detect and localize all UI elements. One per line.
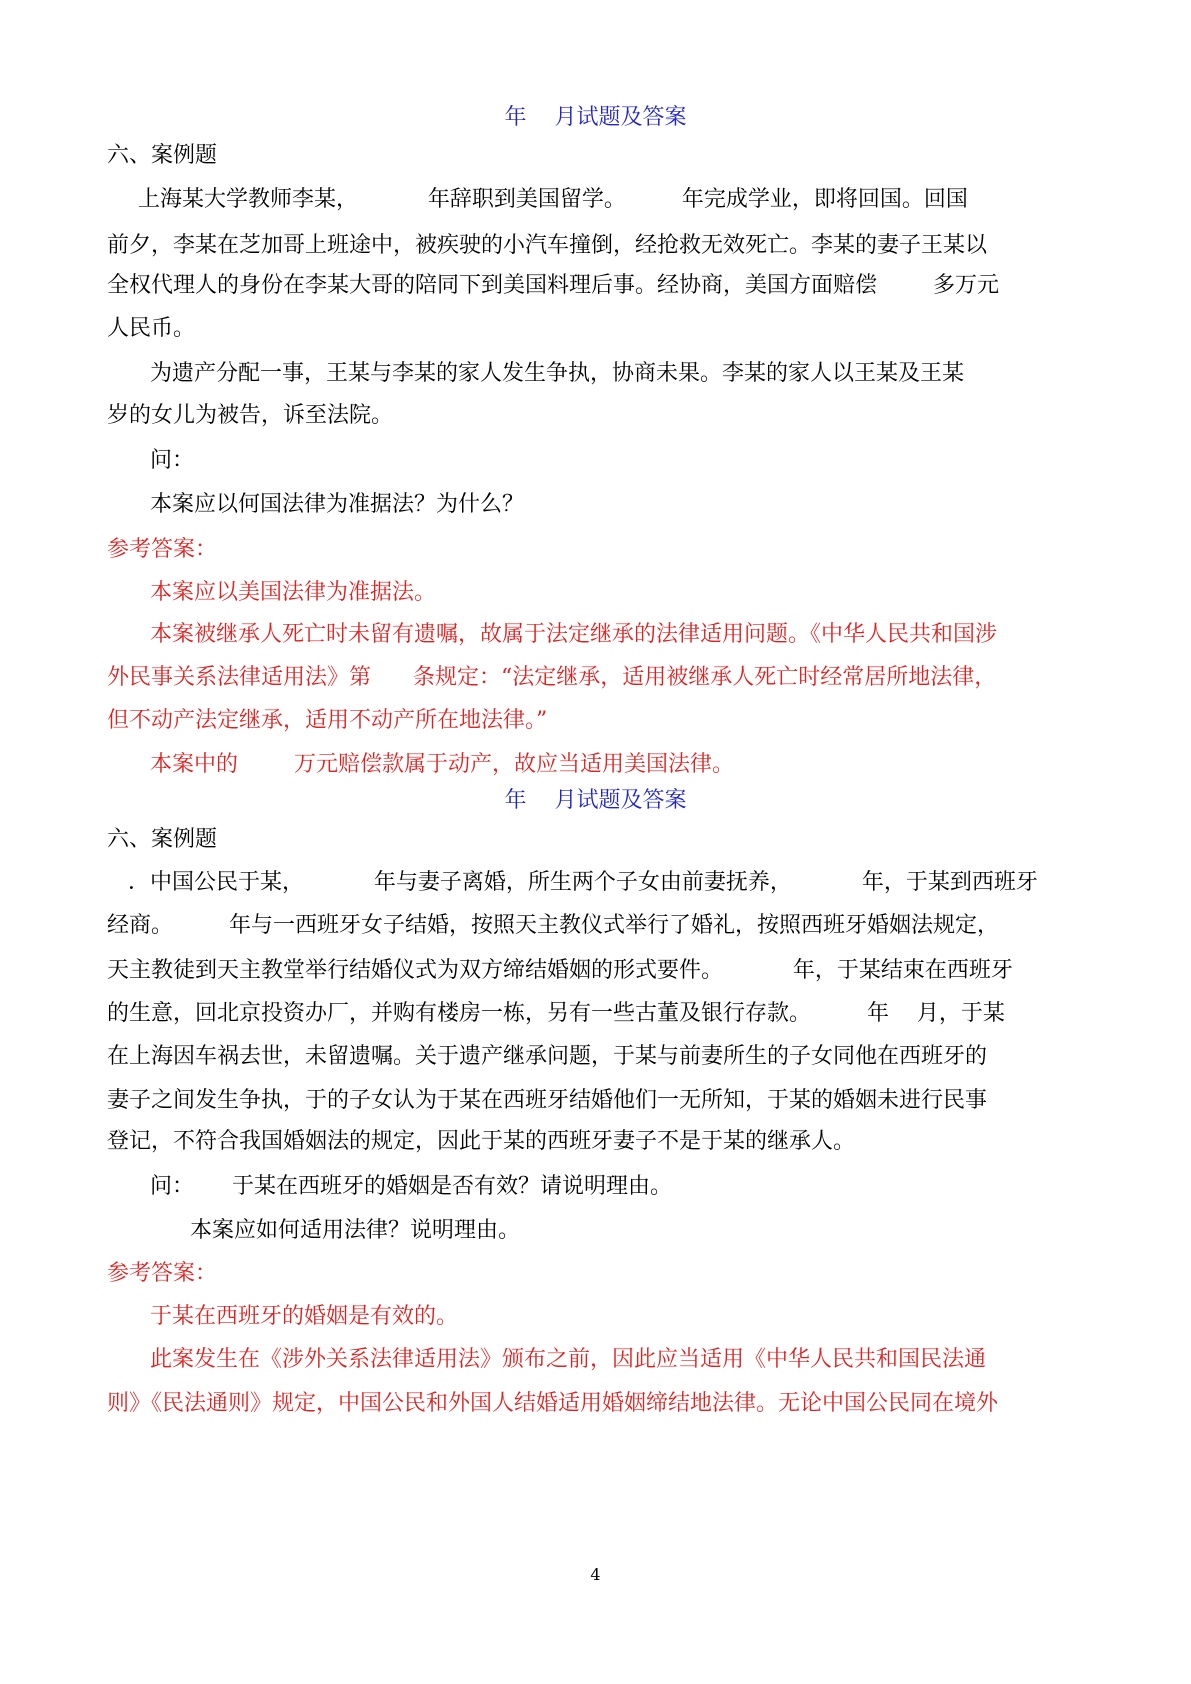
case-line: 登记，不符合我国婚姻法的规定，因此于某的西班牙妻子不是于某的继承人。: [107, 1129, 856, 1154]
answer-label: 参考答案：: [107, 1261, 218, 1286]
answer-label: 参考答案：: [107, 537, 218, 562]
question-label: 问：: [150, 1174, 195, 1199]
page-number: 4: [590, 1565, 601, 1584]
section-heading: 年 月试题及答案: [504, 788, 687, 813]
case-line: 人民币。: [107, 316, 196, 341]
question-label: 问：: [150, 448, 195, 473]
case-line: 为遗产分配一事，王某与李某的家人发生争执，协商未果。李某的家人以王某及王某: [150, 361, 965, 386]
question-type-label: 六、案例题: [107, 827, 218, 852]
case-line: 经商。 年与一西班牙女子结婚，按照天主教仪式举行了婚礼，按照西班牙婚姻法规定，: [107, 913, 999, 938]
answer-line: 本案中的 万元赔偿款属于动产，故应当适用美国法律。: [150, 752, 734, 777]
question-line: 于某在西班牙的婚姻是否有效？请说明理由。: [232, 1174, 673, 1199]
case-line: 岁的女儿为被告，诉至法院。: [107, 403, 394, 428]
question-type-label: 六、案例题: [107, 143, 218, 168]
answer-line: 此案发生在《涉外关系法律适用法》颁布之前，因此应当适用《中华人民共和国民法通: [150, 1347, 987, 1372]
answer-line: 外民事关系法律适用法》第 条规定：“法定继承，适用被继承人死亡时经常居所地法律，: [107, 665, 997, 690]
case-line: 上海某大学教师李某， 年辞职到美国留学。 年完成学业，即将回国。回国: [138, 187, 968, 212]
answer-line: 但不动产法定继承，适用不动产所在地法律。”: [107, 708, 548, 733]
answer-line: 于某在西班牙的婚姻是有效的。: [150, 1304, 459, 1329]
case-line: 妻子之间发生争执，于的子女认为于某在西班牙结婚他们一无所知，于某的婚姻未进行民事: [107, 1088, 988, 1113]
question-line: 本案应如何适用法律？说明理由。: [190, 1218, 521, 1243]
case-line: 天主教徒到天主教堂举行结婚仪式为双方缔结婚姻的形式要件。 年，于某结束在西班牙: [107, 958, 1013, 983]
answer-line: 本案应以美国法律为准据法。: [150, 580, 437, 605]
case-line: ．中国公民于某， 年与妻子离婚，所生两个子女由前妻抚养， 年，于某到西班牙: [128, 870, 1038, 895]
question-line: 本案应以何国法律为准据法？为什么？: [150, 492, 525, 517]
answer-line: 本案被继承人死亡时未留有遗嘱，故属于法定继承的法律适用问题。《中华人民共和国涉: [150, 622, 998, 647]
section-heading: 年 月试题及答案: [504, 105, 687, 130]
case-line: 的生意，回北京投资办厂，并购有楼房一栋，另有一些古董及银行存款。 年 月，于某: [107, 1001, 1005, 1026]
case-line: 全权代理人的身份在李某大哥的陪同下到美国料理后事。经协商，美国方面赔偿 多万元: [107, 273, 999, 298]
answer-line: 则》《民法通则》规定，中国公民和外国人结婚适用婚姻缔结地法律。无论中国公民同在境外: [107, 1391, 999, 1416]
case-line: 前夕，李某在芝加哥上班途中，被疾驶的小汽车撞倒，经抢救无效死亡。李某的妻子王某以: [107, 233, 988, 258]
case-line: 在上海因车祸去世，未留遗嘱。关于遗产继承问题，于某与前妻所生的子女同他在西班牙的: [107, 1044, 988, 1069]
